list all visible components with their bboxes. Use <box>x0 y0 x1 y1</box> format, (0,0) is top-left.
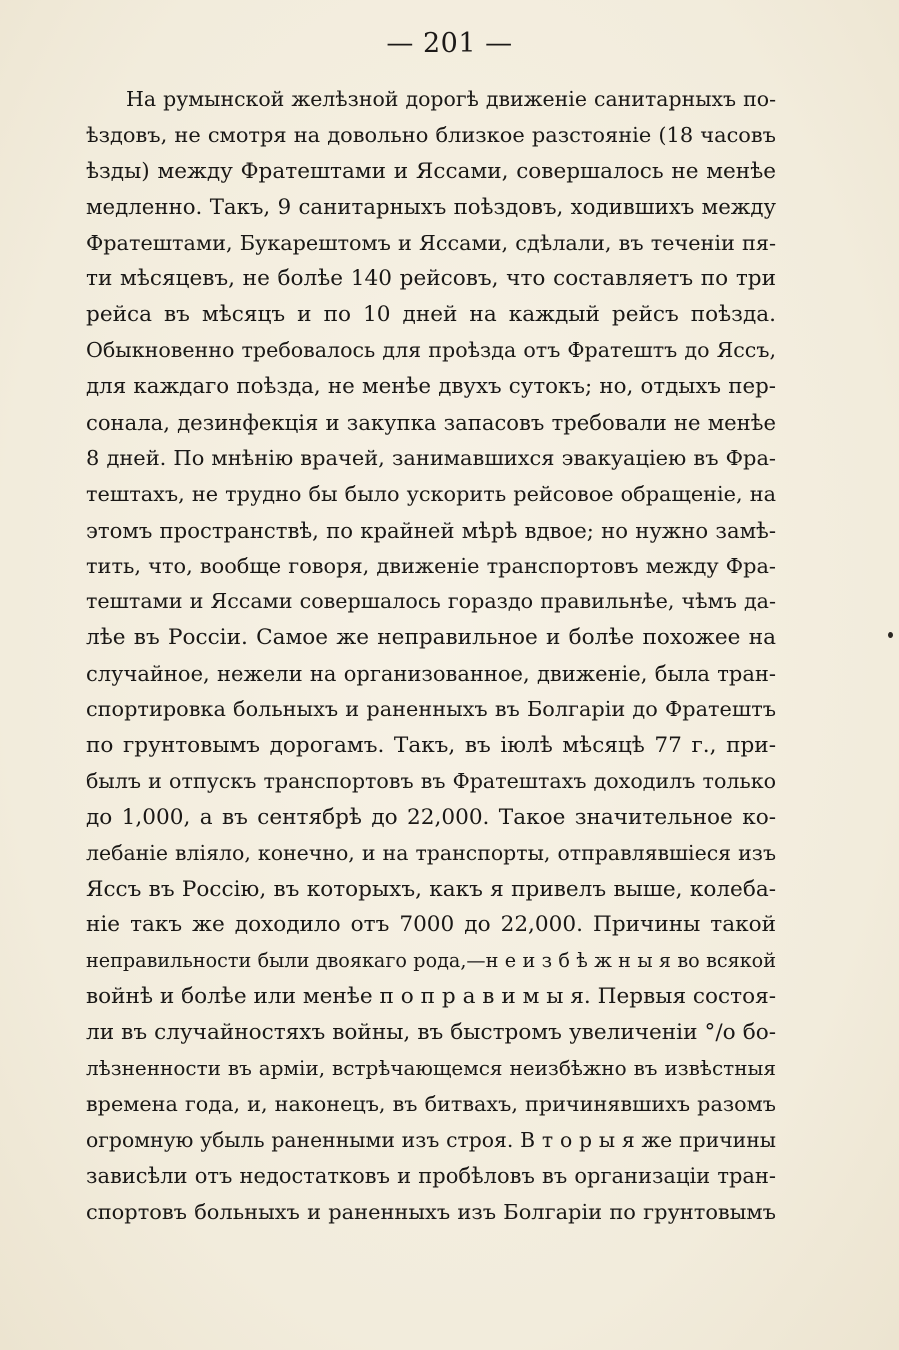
text-line: спортовъ больныхъ и раненныхъ изъ Болгарiи по грунтовымъ <box>86 1199 776 1224</box>
text-line: ли въ случайностяхъ войны, въ быстромъ увеличенiи °/о бо- <box>86 1020 776 1046</box>
text-line: по грунтовымъ дорогамъ. Такъ, въ iюлѣ мѣсяцѣ 77 г., при- <box>86 733 776 759</box>
text-line: времена года, и, наконецъ, въ битвахъ, причинявшихъ разомъ <box>86 1091 776 1116</box>
text-line: На румынской желѣзной дорогѣ движенiе санитарныхъ по- <box>126 87 776 111</box>
text-line: тештами и Яссами совершалось гораздо правильнѣе, чѣмъ да- <box>86 589 776 614</box>
text-line: лѣе въ Россiи. Самое же неправильное и болѣе похожее на <box>86 625 776 651</box>
text-line: Яссъ въ Россiю, въ которыхъ, какъ я привелъ выше, колеба- <box>86 876 776 902</box>
text-line: до 1,000, а въ сентябрѣ до 22,000. Такое значительное ко- <box>86 804 776 830</box>
text-line: тить, что, вообще говоря, движенiе транспортовъ между Фра- <box>86 553 776 578</box>
text-line: неправильности были двоякаго рода,—н е и з б ѣ ж н ы я во всякой <box>86 949 776 973</box>
text-line: 8 дней. По мнѣнiю врачей, занимавшихся эвакуацiею въ Фра- <box>86 445 776 470</box>
text-line: сонала, дезинфекцiя и закупка запасовъ требовали не менѣе <box>86 410 776 436</box>
text-line: Фратештами, Букарештомъ и Яссами, сдѣлали, въ теченiи пя- <box>86 230 776 255</box>
ink-speck <box>888 632 893 638</box>
text-line: лебанiе влiяло, конечно, и на транспорты, отправлявшiеся изъ <box>86 840 776 865</box>
body-text <box>86 82 776 1231</box>
page-number: — 201 — <box>386 28 513 59</box>
text-line: ѣздовъ, не смотря на довольно близкое разстоянiе (18 часовъ <box>86 122 776 147</box>
text-line: войнѣ и болѣе или менѣе п о п р а в и м ы я. Первыя состоя- <box>86 984 776 1010</box>
text-line: этомъ пространствѣ, по крайней мѣрѣ вдвое; но нужно замѣ- <box>86 517 776 543</box>
text-line: былъ и отпускъ транспортовъ въ Фратештахъ доходилъ только <box>86 768 776 793</box>
text-line: ти мѣсяцевъ, не болѣе 140 рейсовъ, что составляетъ по три <box>86 266 776 292</box>
text-line: спортировка больныхъ и раненныхъ въ Болгарiи до Фратештъ <box>86 697 776 722</box>
text-line: тештахъ, не трудно бы было ускорить рейсовое обращенiе, на <box>86 481 776 506</box>
text-line: ѣзды) между Фратештами и Яссами, совершалось не менѣе <box>86 158 776 184</box>
text-line: лѣзненности въ армiи, встрѣчающемся неизбѣжно въ извѣстныя <box>86 1056 776 1081</box>
text-line: нiе такъ же доходило отъ 7000 до 22,000. Причины такой <box>86 912 776 938</box>
text-line: медленно. Такъ, 9 санитарныхъ поѣздовъ, ходившихъ между <box>86 194 776 220</box>
text-line: огромную убыль раненными изъ строя. В т о р ы я же причины <box>86 1127 776 1152</box>
text-line: для каждаго поѣзда, не менѣе двухъ сутокъ; но, отдыхъ пер- <box>86 374 776 400</box>
text-line: зависѣли отъ недостатковъ и пробѣловъ въ организацiи тран- <box>86 1163 776 1188</box>
text-line: случайное, нежели на организованное, движенiе, была тран- <box>86 661 776 687</box>
text-line: Обыкновенно требовалось для проѣзда отъ Фратештъ до Яссъ, <box>86 338 776 363</box>
text-line: рейса въ мѣсяцъ и по 10 дней на каждый рейсъ поѣзда. <box>86 302 776 328</box>
